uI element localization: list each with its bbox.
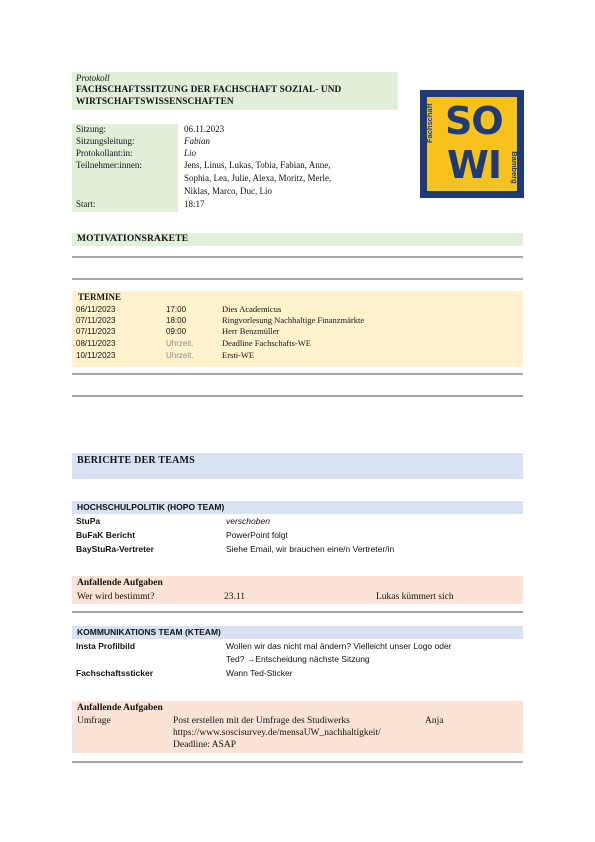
protokoll-label: Protokollant:in: — [76, 148, 133, 158]
kteam-item-value-line-1: Wollen wir das nicht mal ändern? Vielleicht unser Logo oder — [226, 641, 452, 651]
logo-inner — [426, 96, 518, 192]
termin-date: 06/11/2023 — [76, 305, 116, 314]
termine-section — [72, 291, 523, 367]
termin-event: Ringvorlesung Nachhaltige Finanzmärkte — [222, 315, 365, 325]
teilnehmer-line-3: Niklas, Marco, Duc, Lio — [184, 186, 272, 196]
motivation-section-title: MOTIVATIONSRAKETE — [72, 233, 523, 246]
divider — [72, 373, 523, 375]
berichte-section-title: BERICHTE DER TEAMS — [72, 453, 523, 479]
termine-row — [76, 315, 521, 326]
termin-time: 09:00 — [166, 327, 187, 336]
logo-wi-text: WI — [447, 143, 502, 187]
divider — [72, 761, 523, 763]
termin-date: 08/11/2023 — [76, 339, 116, 348]
termin-date: 07/11/2023 — [76, 316, 116, 325]
kteam-aufgabe-deadline: Deadline: ASAP — [173, 740, 237, 750]
logo-bamberg-text: Bamberg — [510, 151, 520, 184]
hopo-item-value: verschoben — [226, 516, 270, 526]
kteam-title: KOMMUNIKATIONS TEAM (KTEAM) — [72, 626, 523, 639]
termin-event: Ersti-WE — [222, 350, 255, 360]
document-header — [72, 72, 398, 110]
protokoll-value: Lio — [184, 148, 197, 158]
kteam-aufgabe-detail-line-1: Post erstellen mit der Umfrage des Studiwerks — [173, 716, 350, 726]
logo-fachschaft-text: Fachschaft — [425, 103, 434, 143]
termin-date: 07/11/2023 — [76, 327, 116, 336]
start-value: 18:17 — [184, 199, 205, 209]
termin-date: 10/11/2023 — [76, 351, 116, 360]
hopo-aufgabe-task: Wer wird bestimmt? — [77, 592, 155, 602]
termine-row — [76, 350, 521, 361]
hopo-item-label: StuPa — [76, 516, 101, 526]
document-type: Protokoll — [76, 73, 110, 83]
kteam-item-value-line-2: Ted? →Entscheidung nächste Sitzung — [226, 654, 370, 664]
termin-time-placeholder[interactable]: Uhrzeit. — [166, 339, 194, 348]
sitzung-value: 06.11.2023 — [184, 124, 225, 134]
sitzung-label: Sitzung: — [76, 124, 107, 134]
hopo-aufgaben-title: Anfallende Aufgaben — [77, 578, 163, 588]
divider — [72, 278, 523, 280]
kteam-aufgabe-who: Anja — [425, 716, 444, 726]
kteam-item-value-line-1: Wann Ted-Sticker — [226, 668, 293, 678]
sowi-logo — [420, 90, 524, 198]
kteam-item-label: Insta Profilbild — [76, 641, 136, 651]
teilnehmer-line-1: Jens, Linus, Lukas, Tobia, Fabian, Anne, — [184, 160, 331, 170]
termin-time-placeholder[interactable]: Uhrzeit. — [166, 351, 194, 360]
hopo-item-value: Siehe Email, wir brauchen eine/n Vertreter/in — [226, 544, 395, 554]
kteam-aufgabe-link[interactable]: https://www.soscisurvey.de/mensaUW_nachhaltigkeit/ — [173, 728, 381, 738]
divider — [72, 611, 523, 613]
termin-event: Dies Academicus — [222, 304, 282, 314]
termin-event: Herr Benzmüller — [222, 326, 280, 336]
hopo-item-value: PowerPoint folgt — [226, 530, 288, 540]
divider — [72, 256, 523, 258]
kteam-item-label: Fachschaftssticker — [76, 668, 154, 678]
hopo-aufgabe-who: Lukas kümmert sich — [376, 592, 454, 602]
teilnehmer-line-2: Sophia, Lea, Julie, Alexa, Moritz, Merle, — [184, 173, 332, 183]
termine-row — [76, 326, 521, 337]
hopo-aufgaben — [72, 576, 523, 604]
termine-row — [76, 304, 521, 315]
document-title-line-2: WIRTSCHAFTSWISSENSCHAFTEN — [76, 97, 234, 107]
document-title-line-1: FACHSCHAFTSSITZUNG DER FACHSCHAFT SOZIAL- UND — [76, 85, 342, 95]
kteam-aufgaben — [72, 701, 523, 753]
logo-so-text: SO — [445, 99, 503, 143]
hopo-team-title: HOCHSCHULPOLITIK (HOPO TEAM) — [72, 501, 523, 514]
kteam-aufgaben-title: Anfallende Aufgaben — [77, 703, 163, 713]
termine-title: TERMINE — [78, 292, 122, 302]
termin-time: 17:00 — [166, 305, 187, 314]
termin-time: 18:00 — [166, 316, 187, 325]
teilnehmer-label: Teilnehmer:innen: — [76, 160, 142, 170]
hopo-item-label: BayStuRa-Vertreter — [76, 544, 154, 554]
kteam-aufgabe-task: Umfrage — [77, 716, 111, 726]
start-label: Start: — [76, 199, 96, 209]
leitung-value: Fabian — [184, 136, 210, 146]
termin-event: Deadline Fachschafts-WE — [222, 338, 311, 348]
hopo-item-label: BuFaK Bericht — [76, 530, 136, 540]
divider — [72, 395, 523, 397]
leitung-label: Sitzungsleitung: — [76, 136, 135, 146]
termine-row — [76, 338, 521, 349]
hopo-aufgabe-date: 23.11 — [224, 592, 246, 602]
